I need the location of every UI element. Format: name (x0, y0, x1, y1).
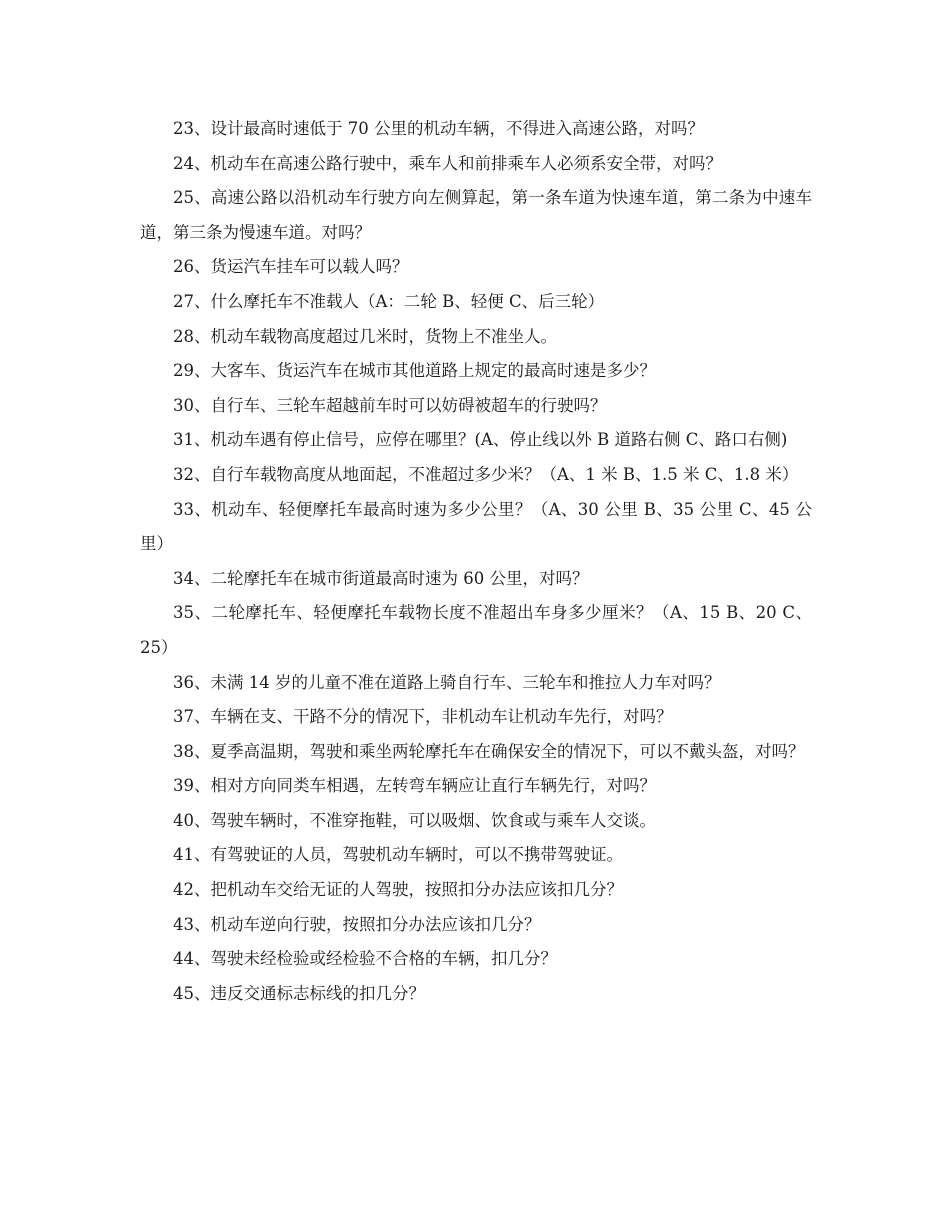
question-list (140, 112, 812, 1011)
question-41: 41、有驾驶证的人员，驾驶机动车辆时，可以不携带驾驶证。 (173, 845, 623, 865)
question-45: 45、违反交通标志标线的扣几分？ (173, 983, 425, 1003)
question-35: 35、二轮摩托车、轻便摩托车载物长度不准超出车身多少厘米？（A、15 B、20 C、25） (140, 603, 812, 657)
question-29: 29、大客车、货运汽车在城市其他道路上规定的最高时速是多少？ (173, 361, 656, 381)
question-31: 31、机动车遇有停止信号，应停在哪里？(A、停止线以外 B 道路右侧 C、路口右侧) (173, 430, 788, 450)
question-38: 38、夏季高温期，驾驶和乘坐两轮摩托车在确保安全的情况下，可以不戴头盔，对吗？ (173, 741, 805, 761)
question-44: 44、驾驶未经检验或经检验不合格的车辆，扣几分？ (173, 949, 557, 969)
question-40: 40、驾驶车辆时，不准穿拖鞋，可以吸烟、饮食或与乘车人交谈。 (173, 810, 656, 830)
question-43: 43、机动车逆向行驶，按照扣分办法应该扣几分？ (173, 914, 541, 934)
question-32: 32、自行车载物高度从地面起，不准超过多少米？（A、1 米 B、1.5 米 C、1.8 米） (173, 464, 799, 484)
question-34: 34、二轮摩托车在城市街道最高时速为 60 公里，对吗？ (173, 568, 589, 588)
question-26: 26、货运汽车挂车可以载人吗？ (173, 257, 409, 277)
question-23: 23、设计最高时速低于 70 公里的机动车辆，不得进入高速公路，对吗？ (173, 119, 704, 138)
question-27: 27、什么摩托车不准载人（A：二轮 B、轻便 C、后三轮） (173, 291, 605, 311)
question-42: 42、把机动车交给无证的人驾驶，按照扣分办法应该扣几分？ (173, 880, 623, 900)
question-24: 24、机动车在高速公路行驶中，乘车人和前排乘车人必须系安全带，对吗？ (173, 153, 722, 173)
question-28: 28、机动车载物高度超过几米时，货物上不准坐人。 (173, 326, 557, 346)
question-36: 36、未满 14 岁的儿童不准在道路上骑自行车、三轮车和推拉人力车对吗？ (173, 672, 721, 692)
question-33: 33、机动车、轻便摩托车最高时速为多少公里？（A、30 公里 B、35 公里 C、45 公里） (140, 499, 812, 554)
question-39: 39、相对方向同类车相遇，左转弯车辆应让直行车辆先行，对吗？ (173, 776, 656, 796)
question-25: 25、高速公路以沿机动车行驶方向左侧算起，第一条车道为快速车道，第二条为中速车道，第三条为慢速车道。对吗？ (140, 188, 812, 242)
question-37: 37、车辆在支、干路不分的情况下，非机动车让机动车先行，对吗？ (173, 707, 673, 727)
question-30: 30、自行车、三轮车超越前车时可以妨碍被超车的行驶吗？ (173, 395, 607, 415)
